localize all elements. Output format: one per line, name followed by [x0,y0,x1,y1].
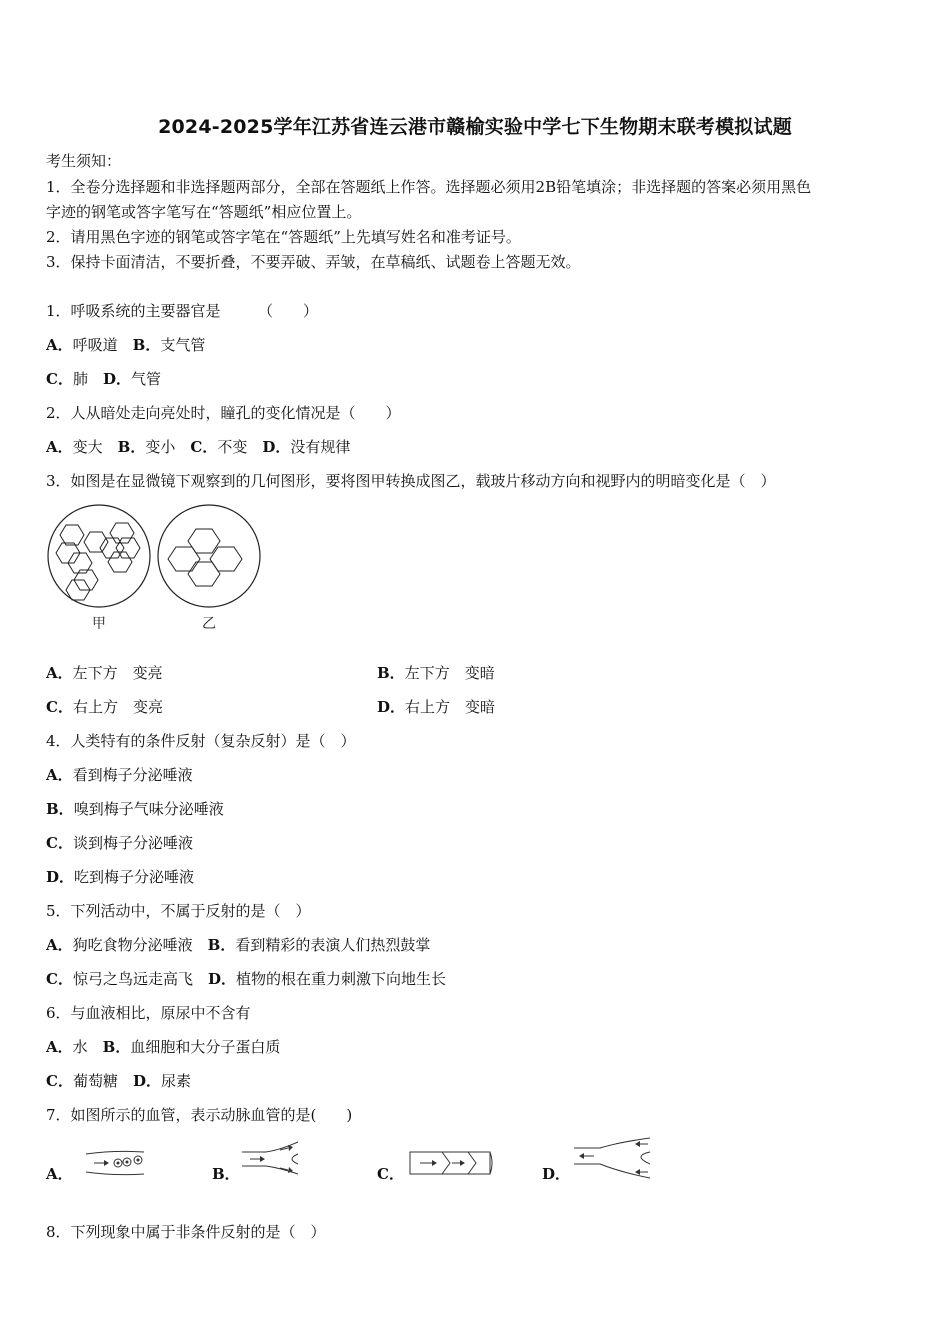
q4-option-a-row [46,765,193,785]
q4-option-b-row [46,799,224,819]
label-jia: 甲 [92,616,106,632]
q2-option-d: 没有规律 [290,438,351,456]
q4-option-d: 吃到梅子分泌唾液 [74,868,195,886]
q5-option-b: 看到精彩的表演人们热烈鼓掌 [235,936,431,954]
q5-letter-c: C． [46,970,73,988]
q5-options-cd [46,969,446,989]
q6-option-b: 血细胞和大分子蛋白质 [130,1038,281,1056]
q5-option-a: 狗吃食物分泌唾液 [72,936,193,954]
q4-letter-d: D． [46,868,75,886]
q2-letter-c: C． [190,438,218,456]
q3-option-a-row [46,663,163,683]
q1-letter-b: B． [132,336,161,354]
field-jia [48,505,150,607]
q3-option-b: 左下方 变暗 [404,664,495,682]
q6-options-cd [46,1071,191,1091]
notice-item-1b: 字迹的钢笔或答字笔写在“答题纸”相应位置上。 [46,203,362,221]
q2-option-c: 不变 [217,438,248,456]
q3-letter-b: B． [377,664,405,682]
q1-option-b: 支气管 [160,336,206,354]
q4-letter-a: A． [46,766,73,784]
q3-letter-a: A． [46,664,73,682]
q3-option-b-row [377,663,495,683]
q6-letter-b: B． [102,1038,131,1056]
q2-letter-a: A． [46,438,73,456]
q5-option-c: 惊弓之鸟远走高飞 [72,970,193,988]
q2-letter-b: B． [117,438,146,456]
q7-stem: 7．如图所示的血管，表示动脉血管的是( ) [46,1106,353,1124]
q1-option-d: 气管 [131,370,162,388]
q6-options-ab [46,1037,280,1057]
q4-option-c: 谈到梅子分泌唾液 [72,834,193,852]
page-title: 2024-2025学年江苏省连云港市赣榆实验中学七下生物期末联考模拟试题 [158,116,792,138]
q2-option-b: 变小 [145,438,176,456]
q3-microscope-figure [46,502,266,638]
notice-item-3: 3．保持卡面清洁，不要折叠，不要弄破、弄皱，在草稿纸、试题卷上答题无效。 [46,253,581,271]
q5-option-d: 植物的根在重力刺激下向地生长 [236,970,447,988]
q7-vessel-c-figure [406,1148,496,1178]
q8-stem: 8．下列现象中属于非条件反射的是（ ） [46,1223,326,1241]
q7-vessel-a-figure [84,1148,150,1178]
label-yi: 乙 [202,616,216,632]
q5-stem: 5．下列活动中，不属于反射的是（ ） [46,902,311,920]
q1-option-c: 肺 [72,370,88,388]
q3-option-c-row [46,697,163,717]
q4-letter-b: B． [46,800,74,818]
q1-options-cd [46,369,161,389]
q3-letter-d: D． [377,698,406,716]
q4-option-c-row [46,833,193,853]
q1-letter-c: C． [46,370,73,388]
q2-letter-d: D． [262,438,291,456]
q7-option-a-letter: A． [46,1165,73,1183]
q3-letter-c: C． [46,698,73,716]
q4-option-b: 嗅到梅子气味分泌唾液 [73,800,224,818]
q1-letter-d: D． [102,370,131,388]
q7-option-d-letter: D． [542,1165,571,1183]
q6-letter-c: C． [46,1072,73,1090]
q2-option-a: 变大 [72,438,103,456]
q3-option-c: 右上方 变亮 [72,698,163,716]
q7-option-b-letter: B． [212,1165,240,1183]
q3-option-d: 右上方 变暗 [405,698,496,716]
notice-heading: 考生须知： [46,152,122,170]
q7-vessel-d-figure [572,1134,654,1182]
q6-letter-a: A． [46,1038,73,1056]
q4-stem: 4．人类特有的条件反射（复杂反射）是（ ） [46,732,356,750]
q4-option-a: 看到梅子分泌唾液 [72,766,193,784]
q4-letter-c: C． [46,834,73,852]
q6-letter-d: D． [132,1072,161,1090]
q5-letter-a: A． [46,936,73,954]
q4-option-d-row [46,867,194,887]
q2-stem: 2．人从暗处走向亮处时，瞳孔的变化情况是（ ） [46,404,401,422]
q6-stem: 6．与血液相比，原尿中不含有 [46,1004,251,1022]
q1-letter-a: A． [46,336,73,354]
q7-vessel-b-figure [240,1140,306,1176]
q5-letter-d: D． [207,970,236,988]
q3-option-d-row [377,697,495,717]
q6-option-d: 尿素 [161,1072,192,1090]
q5-letter-b: B． [207,936,236,954]
q1-option-a: 呼吸道 [72,336,118,354]
q3-option-a: 左下方 变亮 [72,664,163,682]
q6-option-a: 水 [72,1038,88,1056]
q3-stem: 3．如图是在显微镜下观察到的几何图形，要将图甲转换成图乙，载玻片移动方向和视野内的明暗变化是（ ） [46,472,776,490]
q2-options [46,437,350,457]
q1-options-ab [46,335,205,355]
q6-option-c: 葡萄糖 [72,1072,118,1090]
notice-item-2: 2．请用黑色字迹的钢笔或答字笔在“答题纸”上先填写姓名和准考证号。 [46,228,521,246]
q7-option-c-letter: C． [377,1165,404,1183]
field-yi [158,505,260,607]
q5-options-ab [46,935,430,955]
notice-item-1a: 1．全卷分选择题和非选择题两部分，全部在答题纸上作答。选择题必须用2B铅笔填涂；非选择题的答案必须用黑色 [46,178,812,196]
q1-stem: 1．呼吸系统的主要器官是 （ ） [46,302,319,320]
